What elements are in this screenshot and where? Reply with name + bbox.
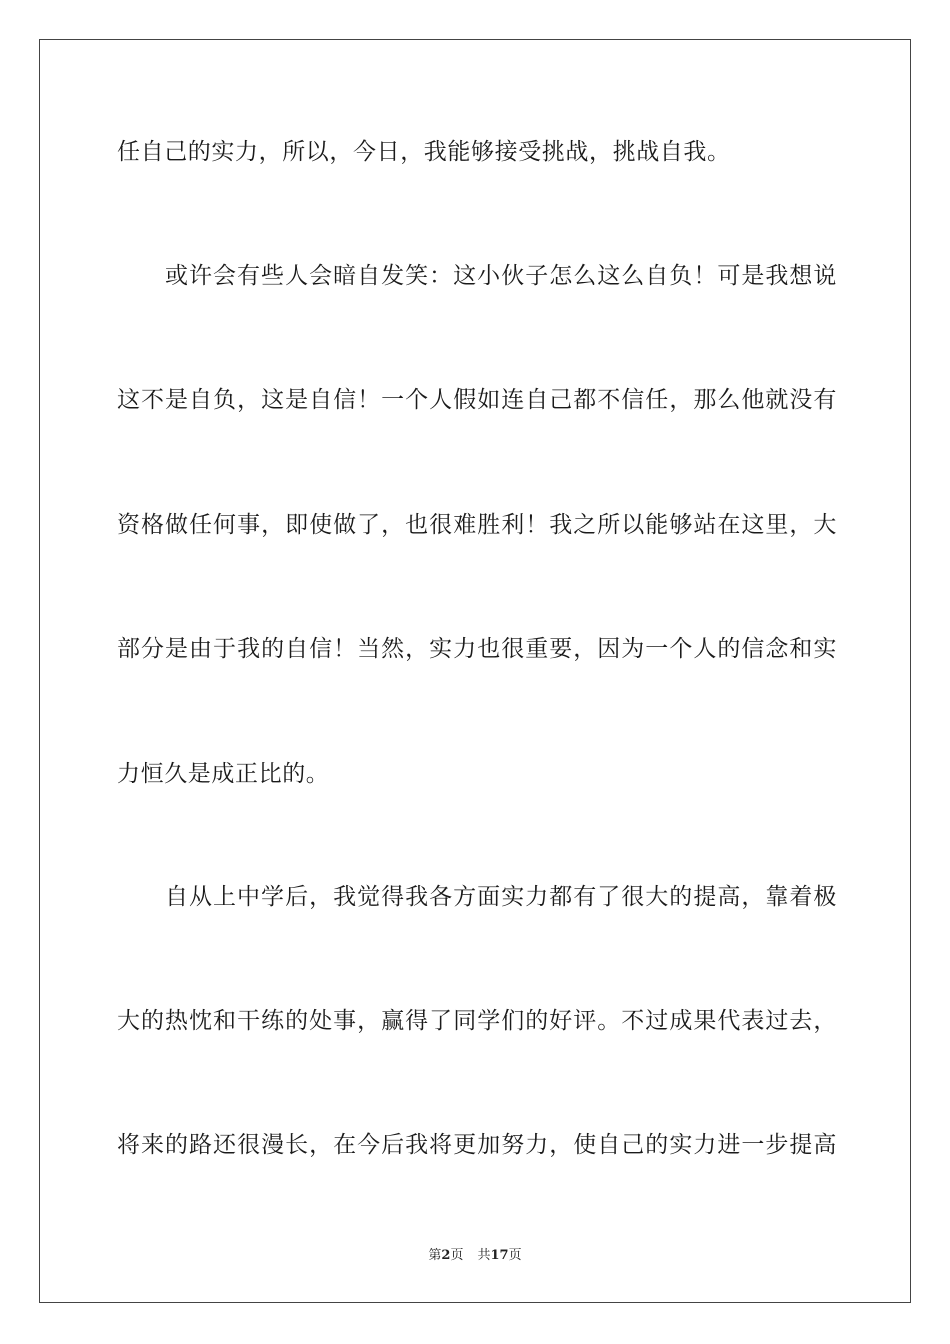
text-line-5: 部分是由于我的自信！当然，实力也很重要，因为一个人的信念和实 <box>117 636 837 662</box>
text-line-9: 将来的路还很漫长，在今后我将更加努力，使自己的实力进一步提高 <box>117 1132 837 1158</box>
page-footer <box>0 1247 950 1265</box>
footer-page-number: 2 <box>441 1248 451 1263</box>
text-line-4: 资格做任何事，即使做了，也很难胜利！我之所以能够站在这里，大 <box>117 512 837 538</box>
text-line-6: 力恒久是成正比的。 <box>117 761 330 787</box>
text-line-1: 任自己的实力，所以，今日，我能够接受挑战，挑战自我。 <box>117 139 731 165</box>
footer-total-prefix: 共 <box>477 1248 491 1263</box>
page-frame <box>39 39 911 1303</box>
footer-total-suffix: 页 <box>508 1248 522 1263</box>
text-line-2: 或许会有些人会暗自发笑：这小伙子怎么这么自负！可是我想说 <box>165 263 837 289</box>
text-line-8: 大的热忱和干练的处事，赢得了同学们的好评。不过成果代表过去， <box>117 1008 837 1034</box>
footer-page-prefix: 第 <box>428 1248 442 1263</box>
text-line-7: 自从上中学后，我觉得我各方面实力都有了很大的提高，靠着极 <box>165 884 837 910</box>
footer-total-pages: 17 <box>490 1248 509 1263</box>
footer-page-suffix: 页 <box>450 1248 464 1263</box>
text-line-3: 这不是自负，这是自信！一个人假如连自己都不信任，那么他就没有 <box>117 387 837 413</box>
